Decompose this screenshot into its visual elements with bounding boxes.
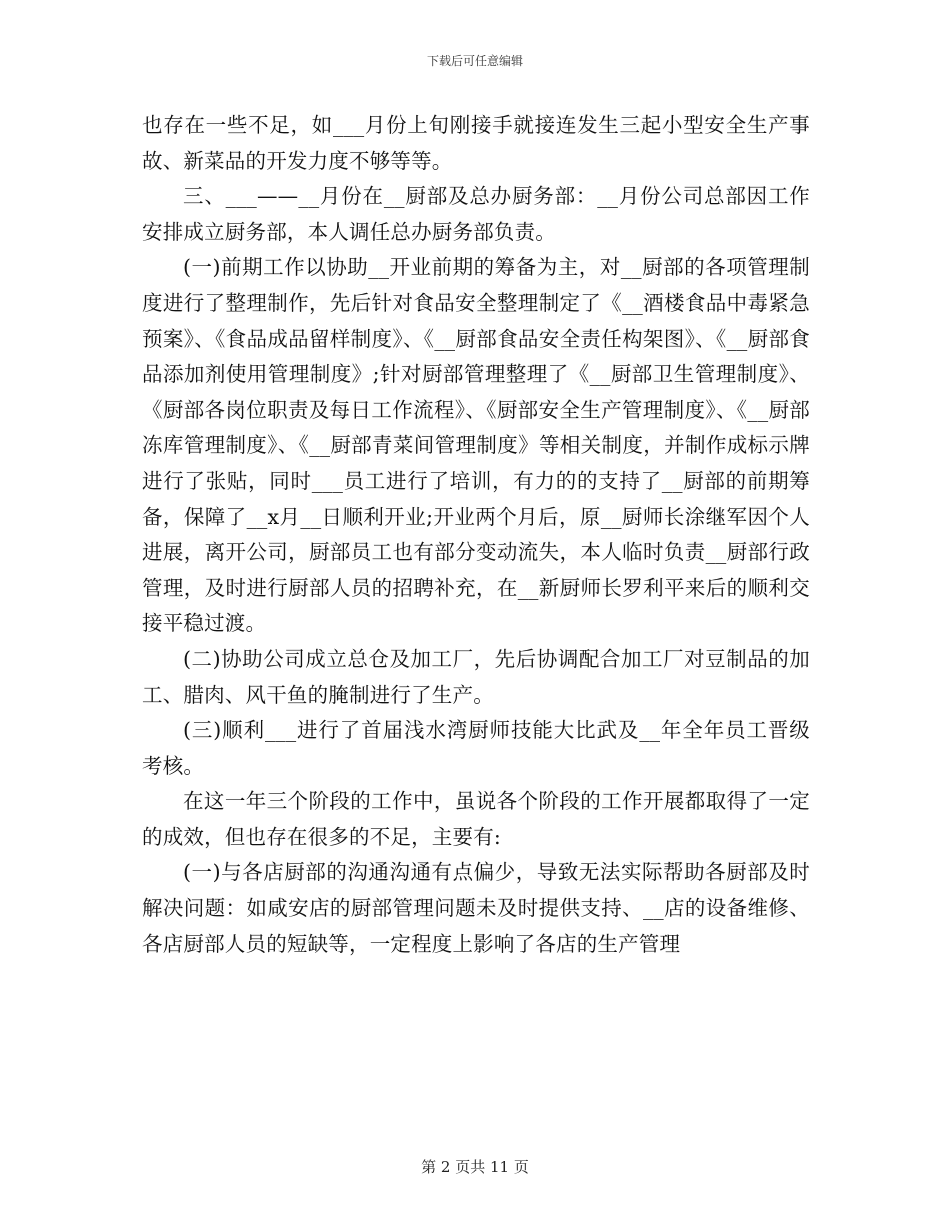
paragraph-4: (二)协助公司成立总仓及加工厂，先后协调配合加工厂对豆制品的加工、腊肉、风干鱼的腌制进行了生产。 <box>142 646 810 707</box>
page-number: 第 2 页共 11 页 <box>421 1158 529 1176</box>
paragraph-2: 三、___——__月份在__厨部及总办厨务部：__月份公司总部因工作安排成立厨务部，本人调任总办厨务部负责。 <box>142 184 810 244</box>
paragraph-7: (一)与各店厨部的沟通沟通有点偏少，导致无法实际帮助各厨部及时解决问题：如咸安店的厨部管理问题未及时提供支持、__店的设备维修、各店厨部人员的短缺等，一定程度上影响了各店的生产管理 <box>142 860 810 956</box>
paragraph-3: (一)前期工作以协助__开业前期的筹备为主，对__厨部的各项管理制度进行了整理制作，先后针对食品安全整理制定了《__酒楼食品中毒紧急预案》、《食品成品留样制度》、《__厨部食品安全责任构架图》、《__厨部食品添加剂使用管理制度》;针对厨部管理整理了《__厨部卫生管理制度》、《厨部各岗位职责及每日工作流程》、《厨部安全生产管理制度》、《__厨部冻库管理制度》、《__厨部青菜间管理制度》等相关制度，并制作成标示牌进行了张贴，同时___员工进行了培训，有力的的支持了__厨部的前期筹备，保障了__x月__日顺利开业;开业两个月后，原__厨师长涂继军因个人进展，离开公司，厨部员工也有部分变动流失，本人临时负责__厨部行政管理，及时进行厨部人员的招聘补充，在__新厨师长罗利平来后的顺利交接平稳过渡。 <box>142 255 810 636</box>
document-body <box>142 108 810 962</box>
paragraph-1: 也存在一些不足，如___月份上旬刚接手就接连发生三起小型安全生产事故、新菜品的开发力度不够等等。 <box>142 113 810 173</box>
paragraph-5: (三)顺利___进行了首届浅水湾厨师技能大比武及__年全年员工晋级考核。 <box>142 718 810 778</box>
paragraph-6: 在这一年三个阶段的工作中，虽说各个阶段的工作开展都取得了一定的成效，但也存在很多的不足，主要有: <box>142 789 810 849</box>
page-header-note: 下载后可任意编辑 <box>426 54 523 68</box>
